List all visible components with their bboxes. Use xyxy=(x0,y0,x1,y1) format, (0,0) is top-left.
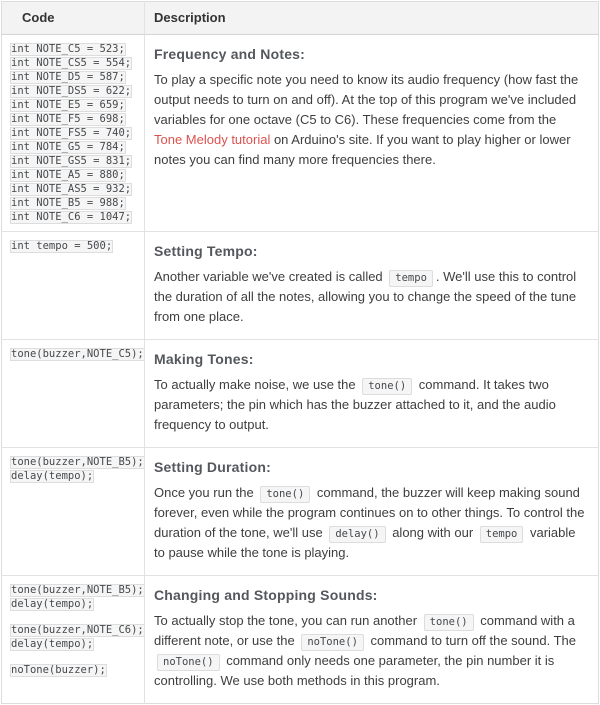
inline-code: tone() xyxy=(424,614,474,631)
text-run: along with our xyxy=(388,525,477,540)
code-description-table xyxy=(1,1,599,704)
text-run: To play a specific note you need to know its audio frequency (how fast the output needs to turn on and off). At the top of this program we've included variables for one octave (C5 to C6). These frequencies come from the xyxy=(154,72,579,127)
code-line: noTone(buzzer); xyxy=(11,664,106,676)
tone-melody-tutorial-link[interactable]: Tone Melody tutorial xyxy=(154,132,271,147)
description-paragraph xyxy=(154,267,586,327)
column-header-description: Description xyxy=(145,2,599,35)
description-cell xyxy=(145,340,599,448)
table-body xyxy=(2,35,599,704)
table-row xyxy=(2,448,599,576)
text-run: To actually make noise, we use the xyxy=(154,377,360,392)
code-cell xyxy=(2,340,145,448)
description-paragraph xyxy=(154,375,586,435)
text-run: command to turn off the sound. The xyxy=(366,633,576,648)
code-line: int NOTE_B5 = 988; xyxy=(11,197,125,209)
table-row xyxy=(2,232,599,340)
inline-code: tone() xyxy=(362,378,412,395)
table-row xyxy=(2,35,599,232)
description-paragraph xyxy=(154,611,586,691)
code-line: int NOTE_FS5 = 740; xyxy=(11,127,132,139)
text-run: . We'll use this to control the duration of all the notes, allowing you to change the speed of the tune from one place. xyxy=(154,269,577,324)
table-header-row xyxy=(2,2,599,35)
description-cell xyxy=(145,232,599,340)
code-line: int NOTE_CS5 = 554; xyxy=(11,57,132,69)
inline-code: tone() xyxy=(260,486,310,503)
text-run: Another variable we've created is called xyxy=(154,269,387,284)
code-line: int NOTE_GS5 = 831; xyxy=(11,155,132,167)
code-line: tone(buzzer,NOTE_C6); xyxy=(11,624,144,636)
code-line: int NOTE_A5 = 880; xyxy=(11,169,125,181)
code-cell xyxy=(2,232,145,340)
description-paragraph xyxy=(154,70,586,170)
description-cell xyxy=(145,448,599,576)
description-heading: Changing and Stopping Sounds: xyxy=(154,587,378,603)
description-heading: Setting Tempo: xyxy=(154,243,258,259)
code-line: int NOTE_DS5 = 622; xyxy=(11,85,132,97)
inline-code: delay() xyxy=(329,526,385,543)
code-group xyxy=(10,348,144,361)
code-line: int tempo = 500; xyxy=(11,240,113,252)
table-row xyxy=(2,576,599,704)
inline-code: noTone() xyxy=(301,634,364,651)
code-line: int NOTE_E5 = 659; xyxy=(11,99,125,111)
code-cell xyxy=(2,448,145,576)
inline-code: tempo xyxy=(389,270,433,287)
code-group xyxy=(10,43,140,224)
code-line: delay(tempo); xyxy=(11,598,94,610)
code-line: int NOTE_G5 = 784; xyxy=(11,141,125,153)
text-run: To actually stop the tone, you can run another xyxy=(154,613,421,628)
code-line: int NOTE_C6 = 1047; xyxy=(11,211,132,223)
table-header xyxy=(2,2,599,35)
code-line: int NOTE_C5 = 523; xyxy=(11,43,125,55)
code-line: tone(buzzer,NOTE_B5); xyxy=(11,584,144,596)
code-line: int NOTE_F5 = 698; xyxy=(11,113,125,125)
code-group xyxy=(10,664,140,677)
description-cell xyxy=(145,576,599,704)
column-header-code: Code xyxy=(2,2,145,35)
description-heading: Making Tones: xyxy=(154,351,254,367)
code-group xyxy=(10,240,140,253)
code-line: int NOTE_AS5 = 932; xyxy=(11,183,132,195)
text-run: command only needs one parameter, the pin number it is controlling. We use both methods in this program. xyxy=(154,653,555,688)
code-group xyxy=(10,624,144,651)
inline-code: noTone() xyxy=(157,654,220,671)
description-heading: Frequency and Notes: xyxy=(154,46,306,62)
description-paragraph xyxy=(154,483,586,563)
code-group xyxy=(10,456,144,483)
code-cell xyxy=(2,35,145,232)
text-run: variable to pause while the tone is playing. xyxy=(154,525,576,560)
description-cell xyxy=(145,35,599,232)
text-run: command. It takes two parameters; the pin which has the buzzer attached to it, and the audio frequency to output. xyxy=(154,377,556,432)
code-group xyxy=(10,584,144,611)
code-cell xyxy=(2,576,145,704)
code-line: delay(tempo); xyxy=(11,470,94,482)
table-row xyxy=(2,340,599,448)
inline-code: tempo xyxy=(480,526,524,543)
code-line: delay(tempo); xyxy=(11,638,94,650)
text-run: command with a different note, or use the xyxy=(154,613,575,648)
code-line: int NOTE_D5 = 587; xyxy=(11,71,125,83)
code-line: tone(buzzer,NOTE_B5); xyxy=(11,456,144,468)
text-run: Once you run the xyxy=(154,485,258,500)
description-heading: Setting Duration: xyxy=(154,459,271,475)
text-run: on Arduino's site. If you want to play higher or lower notes you can find many more frequencies there. xyxy=(154,132,571,167)
code-line: tone(buzzer,NOTE_C5); xyxy=(11,348,144,360)
text-run: command, the buzzer will keep making sound forever, even while the program continues on to other things. To control the duration of the tone, we'll use xyxy=(154,485,585,540)
